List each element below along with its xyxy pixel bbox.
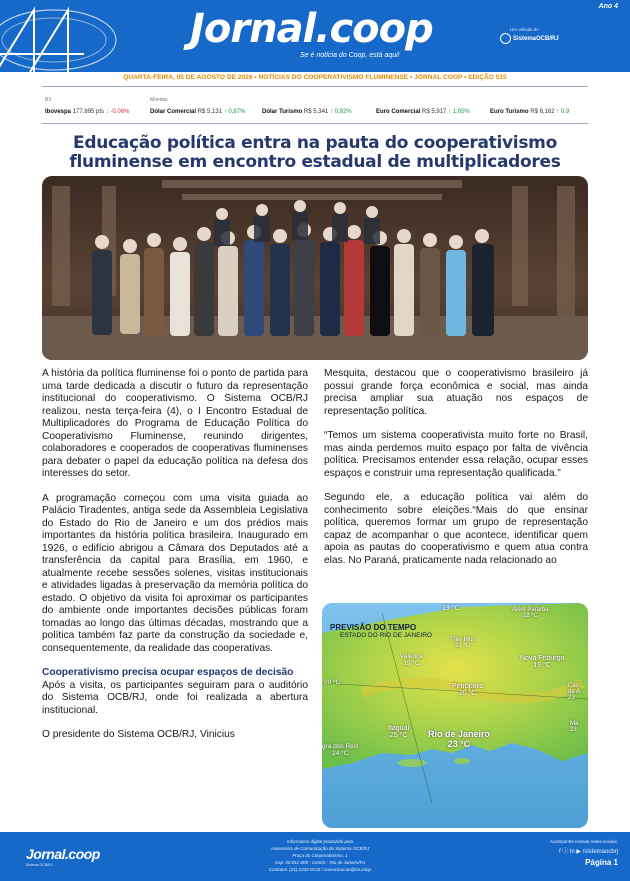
- ticker-category-fx: Moedas: [150, 97, 168, 103]
- city-temp: Cac de A 23: [568, 683, 580, 701]
- ticker-item: Euro Comercial R$ 5,917 ↑ 1,05%: [376, 109, 470, 115]
- city-temp: Três Rios 21 °C: [450, 637, 476, 649]
- city-temp: Nova Friburgo 19 °C: [520, 655, 565, 669]
- article-column-right: [324, 368, 588, 579]
- group-photo-illustration: [42, 176, 588, 360]
- footer-contact-info: Informativo digital produzido pela Assessoria de Comunicação do Sistema OCB/RJ Praça do Cooperativismo, 1 Cep: 20.011-005 - Centro - Rio de Janeiro/RJ Contatos: (21) 2232-0133 / comunicacao@rio.coop: [268, 839, 372, 872]
- dateline: QUARTA-FEIRA, 05 DE AGOSTO DE 2026 • NOTÍCIAS DO COOPERATIVISMO FLUMINENSE • JORNAL COOP • EDIÇÃO 515: [123, 74, 507, 81]
- ocb-logo-icon: [500, 33, 511, 44]
- city-temp: Além Paraíba 22 °C: [512, 607, 549, 619]
- footer-logo-sub: Sistema OCB/RJ: [26, 863, 53, 867]
- weather-subtitle: ESTADO DO RIO DE JANEIRO: [340, 632, 432, 639]
- follow-label: Acompanhe nossas redes sociais:: [549, 839, 618, 844]
- article-photo: [42, 176, 588, 360]
- city-temp: 20 °C: [324, 679, 341, 686]
- city-temp: gra dos Reis 24 °C: [322, 743, 359, 757]
- article-headline: Educação política entra na pauta do cooperativismo fluminense em encontro estadual de multiplicadores: [69, 133, 561, 172]
- article-paragraph: A história da política fluminense foi o ponto de partida para uma tarde dedicada a discutir o futuro da representação institucional do cooperativismo. O Sistema OCB/RJ realizou, nesta terça-feira (4), o I Encontro Estadual de Multiplicadores do Programa de Educação Política do Cooperativismo Fluminense, reunindo dirigentes, colaboradores e cooperados de cooperativas fluminenses para debater o papel da educação política na defesa dos interesses do setor.: [42, 368, 308, 479]
- article-column-left: [42, 368, 308, 754]
- footer-logo: Jornal.coop: [26, 846, 100, 862]
- year-label: Ano 4: [598, 3, 618, 10]
- article-paragraph: “Temos um sistema cooperativista muito forte no Brasil, mas ainda perdemos muito espaço por falta de vivência política. Precisamos entender essa relação, ocupar esses espaços e construir uma representação qualificada.”: [324, 430, 588, 479]
- city-temp: Valença 19 °C: [400, 653, 424, 667]
- article-paragraph: Após a visita, os participantes seguiram para o auditório do Sistema OCB/RJ, onde foi realizada a abertura institucional.: [42, 679, 308, 716]
- coop-emblem-decoration: [0, 2, 124, 72]
- page-number: Página 1: [585, 858, 618, 867]
- footer: [0, 832, 630, 881]
- masthead-slogan: Se é notícia do Coop, está aqui!: [300, 52, 400, 59]
- masthead: [0, 0, 630, 72]
- weather-title: PREVISÃO DO TEMPO: [330, 623, 417, 632]
- footer-social: [550, 839, 618, 867]
- divider: [42, 86, 588, 87]
- ticker-item: Dólar Comercial R$ 5,131 ↑ 0,87%: [150, 109, 246, 115]
- market-ticker: [42, 97, 588, 121]
- article-paragraph: A programação começou com uma visita guiada ao Palácio Tiradentes, antiga sede da Assembleia Legislativa do Estado do Rio de Janeiro e um dos prédios mais importantes da história política brasileira. Inaugurado em 1926, o edifício abrigou a Câmara dos Deputados até a transferência da capital para Brasília, em 1960, e atualmente recebe sessões solenes, visitas institucionais e atividades ligadas à preservação da memória política do estado. O objetivo da visita foi aproximar os participantes do ambiente onde importantes decisões públicas foram tomadas ao longo das últimas décadas, mostrando que a política também faz parte da construção da sociedade e, consequentemente, da realidade das cooperativas.: [42, 492, 308, 654]
- social-links-icon[interactable]: f ⓘ in ▶ /sistemaocbrj: [559, 849, 618, 855]
- city-temp: Petrópolis 20 °C: [452, 683, 484, 697]
- ticker-item: Dólar Turismo R$ 5,341 ↑ 0,92%: [262, 109, 352, 115]
- ticker-category-index: B3: [45, 97, 52, 103]
- city-temp: Ma 23: [570, 721, 579, 733]
- city-temp: Itaguaí 25 °C: [388, 725, 410, 739]
- article-paragraph: O presidente do Sistema OCB/RJ, Vinicius: [42, 729, 235, 740]
- weather-map: [322, 603, 588, 828]
- city-temp: Rio de Janeiro 23 °C: [428, 729, 491, 749]
- masthead-logo: Jornal.coop: [190, 6, 433, 52]
- publisher-label: Um veículo do: [510, 27, 539, 32]
- divider: [42, 123, 588, 124]
- ticker-item: Euro Turismo R$ 6,162 ↑ 0,9: [490, 109, 570, 115]
- publisher-logo: SistemaOCB/RJ: [500, 33, 570, 47]
- article-subheading: Cooperativismo precisa ocupar espaços de decisão: [42, 667, 294, 678]
- article-paragraph: Mesquita, destacou que o cooperativismo brasileiro já possui grande força econômica e social, mas ainda precisa ampliar sua atuação nos espaços de representação política.: [324, 368, 588, 417]
- article-paragraph: Segundo ele, a educação política vai além do conhecimento sobre eleições.“Mais do que ensinar política, queremos formar um grupo de representação capaz de acompanhar o que acontece, identificar quem apoia as pautas do cooperativismo e quem atua contra elas. No Paraná, praticamente nada relacionado ao: [324, 492, 588, 566]
- city-temp: 19 °C: [442, 605, 460, 612]
- ticker-item: Ibovespa 177.895 pts ↓ -0,06%: [45, 109, 130, 115]
